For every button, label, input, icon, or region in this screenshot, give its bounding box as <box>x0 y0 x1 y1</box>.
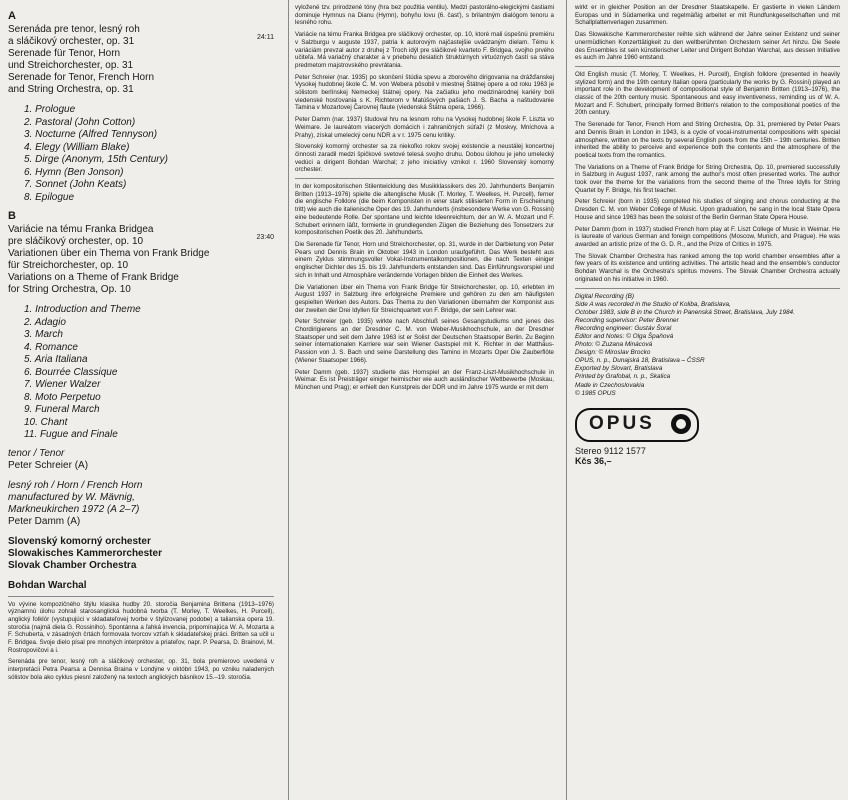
note-paragraph: In der kompositorischen Stilentwicklung des Musikklassikers des 20. Jahrhunderts Benjamin Britten (1913–1976) spielte die altenglische Musik (T. Morley, T. Weelkes, H. Purcell), ferner die englische Folklore (die beim Komponisten in einer stark stilisierten Form in Erscheinung tritt) wie auch die italienische Oper des 19. Jahrhunderts (insbesondere Werke von G. Rossini) eine bedeutende Rolle. Der spontane und leichte Ideenreichtum, der an W. A. Mozart und F. Schubert erinnern läßt, formierte in grundlegenden Zügen die Beziehung des Tonsetzers zur kompositorischen Poetik des 20. Jahrhunderts. <box>295 183 554 237</box>
catalog-number: Stereo 9112 1577 <box>575 445 646 456</box>
tracklist-column <box>0 0 282 800</box>
opus-logo-text: OPUS <box>589 412 655 434</box>
movement-item: 2. Adagio <box>24 316 66 328</box>
note-paragraph: Peter Schreier (nar. 1935) po skončení štúdia spevu a zborového dirigovania na drážďanskej Vysokej hudobnej škole C. M. von Webera pôsobil v miestnej Štátnej opere a od roku 1963 je sólistom berlínskej Nemeckej štátnej opery. Na začiatku jeho medzinárodnej kariéry boli viedenské hosťovania s K. Richterom v Matúšových pašiách J. S. Bacha a naštudovanie Tamina v Mozartovej Čarovnej flaute (viedenská Štátna opera, 1966). <box>295 73 554 112</box>
side-b-title-1: Variácie na tému Franka Bridgea <box>8 224 154 235</box>
side-a-label: A <box>8 10 16 22</box>
side-a-movements <box>8 104 274 204</box>
side-a-title-2: a sláčikový orchester, op. 31 <box>8 36 135 47</box>
orchestra-en: Slovak Chamber Orchestra <box>8 559 137 571</box>
orchestra-de: Slowakisches Kammerorchester <box>8 547 162 559</box>
orchestra-sk: Slovenský komorný orchester <box>8 535 151 547</box>
notes-german <box>295 183 554 392</box>
side-a-heading <box>8 10 274 22</box>
side-a-title-1: Serenáda pre tenor, lesný roh <box>8 24 140 35</box>
movement-item: 7. Wiener Walzer <box>24 379 101 390</box>
recording-credits <box>575 293 840 398</box>
notes-slovak <box>295 4 554 174</box>
price: Kčs 36,– <box>575 455 612 466</box>
credit-line: © 1985 OPUS <box>575 389 616 397</box>
credit-line: Recording supervisor: Peter Brenner <box>575 316 679 324</box>
movement-item: 3. Nocturne (Alfred Tennyson) <box>24 129 158 140</box>
movement-item: 1. Introduction and Theme <box>24 304 141 315</box>
credit-line: Editor and Notes: © Olga Špaňová <box>575 332 674 340</box>
note-paragraph: Die Variationen über ein Thema von Frank Bridge für Streichorchester, op. 10, erlebten im August 1937 in Salzburg ihre erfolgreiche Premiere und gehören zu den am häufigsten gespielten Werken des Autors. Das Thema zu den Variationen übernahm der Komponist aus der zweiten der Drei Idyllen für Streichquartett von F. Bridge, der sein Lehrer war. <box>295 283 554 314</box>
movement-item: 5. Aria Italiana <box>24 354 88 365</box>
notes-german-cont <box>575 4 840 62</box>
note-paragraph: Peter Schreier (geb. 1935) wirkte nach Abschluß seines Gesangstudiums und jenes des Chordirigierens an der Dresdner C. M. von Weber-Musikhochschule, an der Dresdner Staatsoper und seit dem Jahre 1963 ist er Solist der Deutschen Staatsoper Berlin. Zu Beginn seiner internationalen Karriere war sein Wiener Gastspiel mit K. Richter in der Matthäus-Passion von J. S. Bach und seine Darstellung des Tamino in Mozarts Oper Die Zauberflöte (Wiener Staatsoper 1966). <box>295 318 554 364</box>
note-paragraph: The Variations on a Theme of Frank Bridge for String Orchestra, Op. 10, premiered successfully in Salzburg in August 1937, rank among the author's most often presented works. The author took over the theme for the variations from the second theme of the Three Idylls for String Quartet by F. Bridge, his first teacher. <box>575 163 840 194</box>
note-paragraph: The Serenade for Tenor, French Horn and String Orchestra, Op. 31, premiered by Peter Pears and Dennis Brain in London in 1943, is a cycle of vocal-instrumental compositions with special atmosphere, written on the texts by several English poets from the 15th – 19th centuries. Britten inherited the ability to perceive and experience both the contents and the atmosphere of the poetical texts from the romantics. <box>575 121 840 159</box>
movement-item: 9. Funeral March <box>24 404 100 415</box>
movement-item: 4. Romance <box>24 341 78 353</box>
opus-logo <box>575 408 699 442</box>
credit-line: Design: © Miroslav Brocko <box>575 349 651 357</box>
credit-line: OPUS, n. p., Dunajská 18, Bratislava – ČSSR <box>575 357 705 365</box>
credit-line: Exported by Slovart, Bratislava <box>575 365 663 373</box>
note-paragraph: Peter Damm (geb. 1937) studierte das Hornspiel an der Franz-Liszt-Musikhochschule in Weimar. Es ist Preisträger einiger heimischer wie auch ausländischer Wettbewerbe (Moskau, München und Prag); er erhielt den Kunstpreis der DDR und im Jahre 1975 wurde er mit dem <box>295 368 554 391</box>
side-b-duration: 23:40 <box>256 234 274 241</box>
side-a-title-3: Serenade für Tenor, Horn <box>8 48 121 59</box>
horn-maker-2: Markneukirchen 1972 (A 2–7) <box>8 503 140 515</box>
side-a-duration: 24:11 <box>257 34 274 41</box>
tenor-name: Peter Schreier (A) <box>8 459 89 471</box>
movement-item: 7. Sonnet (John Keats) <box>24 179 127 190</box>
note-paragraph: Old English music (T. Morley, T. Weelkes, H. Purcell), English folklore (presented in heavily stylized form) and the 19th century Italian opera (particularly the works by G. Rossini) played an important role in the development of compositional style of Benjamin Britten (1913–1976), the classic of the 20th century music. Spontaneous and easy inventiveness, reminding us of W. A. Mozart and F. Schubert, principally formed Britten's relation to the compositional poetics of the 20th century. <box>575 70 840 117</box>
horn-maker-1: manufactured by W. Mävnig, <box>8 491 135 503</box>
credit-line: Recording engineer: Gustáv Šoral <box>575 324 672 332</box>
notes-english <box>575 71 840 284</box>
note-paragraph: Peter Damm (nar. 1937) študoval hru na lesnom rohu na Vysokej hudobnej škole F. Liszta vo Weimare. Je laureátom viacerých domácich i zahraničných súťaží (z Moskvy, Mníchova a Prahy), získal umelecký cenu NDR a v r. 1975 cenu kritiky. <box>295 116 554 139</box>
label-block <box>575 408 840 466</box>
credit-line: Digital Recording (B) <box>575 292 634 300</box>
note-paragraph: The Slovak Chamber Orchestra has ranked among the top world chamber ensembles after a few years of its existence and untiring activities. The artistic head and the ensemble's conductor Bohdan Warchal is the Orchestra's spiritus movens. The Slovak Chamber Orchestra actually originated on his initiative in 1960. <box>575 252 840 283</box>
performers <box>8 448 274 592</box>
movement-item: 2. Pastoral (John Cotton) <box>24 116 136 128</box>
horn-label: lesný roh / Horn / French Horn <box>8 479 143 491</box>
side-b-title-5: Variations on a Theme of Frank Bridge <box>8 272 179 283</box>
movement-item: 6. Bourrée Classique <box>24 366 118 378</box>
side-b-title-4: für Streichorchester, op. 10 <box>8 260 129 271</box>
note-paragraph: vyložené tzv. prirodzené tóny (hra bez použitia ventilu). Medzi pastorálno-elegickými častiami dominuje Hymnus na Dianu (Hymn), bohyňu lovu (6. časť), s brilantným dialógom tenoru a lesného rohu. <box>295 4 554 27</box>
note-paragraph: Vo vývine kompozičného štýlu klasika hudby 20. storočia Benjamina Brittena (1913–1976) významnú úlohu zohrali starosanglická hudobná tvorba (T. Morley, T. Weelkes, H. Purcell), anglický folklór (vystupujúci v skladateľovej tvorbe v štylizovanej podobe) a talianska opera 19. storočia (najmä diela G. Rossiniho). Spontánna a ľahká invencia, pripomínajúca W. A. Mozarta a F. Schuberta, v zásadných črtách formovala tvorcov vzťah k skladateľskej práci. Britten sa učil u F. Bridgea. Svoje dielo písal pre mnohých interprétov a priateľov, napr. P. Pearsa, D. Brainovi, M. Rostropovičovi a i. <box>8 600 274 654</box>
credit-line: Side A was recorded in the Studio of Koliba, Bratislava, <box>575 300 731 308</box>
movement-item: 8. Moto Perpetuo <box>24 391 101 403</box>
movement-item: 6. Hymn (Ben Jonson) <box>24 166 124 178</box>
note-paragraph: Peter Schreier (born in 1935) completed his studies of singing and chorus conducting at the Dresden C. M. von Weber College of Music. Upon graduation, he sang in the local State Opera House and since 1963 has been the soloist of the Berlin German State Opera House. <box>575 198 840 221</box>
side-b-movements <box>8 304 274 442</box>
side-b-title-6: for String Orchestra, Op. 10 <box>8 284 131 295</box>
credit-line: Printed by Grafobal, n. p., Skalica <box>575 373 671 381</box>
side-b-label: B <box>8 210 16 222</box>
side-b-titles <box>8 224 274 296</box>
movement-item: 1. Prologue <box>24 104 76 115</box>
note-paragraph: Slovenský komorný orchester sa za niekoľko rokov svojej existencie a neustálej koncertnej činnosti zaradil medzi špičkové svetové telesá svojho druhu. Dobou úlohou je jeho umelecký vedúci a dirigent Bohdan Warchal; z jeho iniciatívy vznikol r. 1960 Slovenský komorný orchester. <box>295 143 554 174</box>
note-paragraph: Die Serenade für Tenor, Horn und Streichorchester, op. 31, wurde in der Darbietung von Peter Pears und Dennis Brain im Oktober 1943 in London uraufgeführt. Das Werk besteht aus einem Zyklus stimmungsvoller Vokal-Instrumentalkompositionen, die nach Texten einiger englischer Dichter des 15. bis 19. Jahrhunderts entstanden sind. Das Einführungsvorspiel und sich in Inhalt und Atmosphäre verändernde Vorlagen bilden die Einheit des Werkes. <box>295 240 554 279</box>
note-paragraph: Das Slowakische Kammerorchester reihte sich während der Jahre seiner Existenz und seiner unermüdlichen Konzerttätigkeit zu den weltberühmten Orchestern seiner Art hinzu. Die Seele des Ensembles ist sein künstlerischer Leiter und Dirigent Bohdan Warchal, aus dessen Initiative es auch im Jahre 1960 entstand. <box>575 31 840 62</box>
credit-line: Made in Czechoslovakia <box>575 381 645 389</box>
movement-item: 5. Dirge (Anonym, 15th Century) <box>24 154 168 165</box>
note-paragraph: Variácie na tému Franka Bridgea pre sláčikový orchester, op. 10, ktoré mali úspešnú premiéru v Salzburgu v auguste 1937, patria k autorovým najčastejšie uvádzaným dielam. Tému k variáciám prevzal autor z druhej z Troch idýl pre sláčikové kvarteto F. Bridgea, svojho prvého učiteľa. Má variačný charakter a v priebehu desiatich štruktúrnych virtuóznych častí sa stáva predmetom majstrovského prevrátania. <box>295 31 554 69</box>
notes-slovak-intro <box>8 601 274 682</box>
note-paragraph: Peter Damm (born in 1937) studied French horn play at F. Liszt College of Music in Weimar. He is laureate of various German and foreign competitions (Moscow, Munich, and Prague). He was awarded an artistic prize of the G. D. R., and the Prize of Critics in 1975. <box>575 225 840 248</box>
credit-line: Photo: © Zuzana Minácová <box>575 341 653 349</box>
side-b-title-3: Variationen über ein Thema von Frank Bridge <box>8 248 210 259</box>
conductor-name: Bohdan Warchal <box>8 579 87 591</box>
notes-right-column <box>566 0 848 800</box>
note-paragraph: Serenáda pre tenor, lesný roh a sláčikový orchester, op. 31, bola premierovo uvedená v interpretácii Petra Pearsa a Dennisa Braina v Londýne v októbri 1943, po vzniku naladených sólistov bola ako cyklus piesní založený na textoch anglických básnikov 15.–19. storočia. <box>8 658 274 681</box>
movement-item: 4. Elegy (William Blake) <box>24 141 130 153</box>
movement-item: 8. Epilogue <box>24 191 75 203</box>
credit-line: October 1983, side B in the Church in Panenská Street, Bratislava, July 1984. <box>575 308 795 316</box>
side-a-title-4: und Streichorchester, op. 31 <box>8 60 134 71</box>
tenor-label: tenor / Tenor <box>8 447 65 459</box>
movement-item: 3. March <box>24 329 63 340</box>
movement-item: 10. Chant <box>24 416 68 428</box>
movement-item: 11. Fugue and Finale <box>24 429 118 440</box>
side-a-titles <box>8 24 274 96</box>
orchestra <box>8 536 274 572</box>
notes-middle-column <box>288 0 560 800</box>
note-paragraph: wirkt er in gleicher Position an der Dresdner Staatskapelle. Er gastierte in vielen Ländern Europas und in Südamerika und regelmäßig arbeitet er mit Rundfunkgesellschaften und mit Schallplattenverlagen zusammen. <box>575 4 840 27</box>
side-a-title-6: and String Orchestra, op. 31 <box>8 84 134 95</box>
side-b-title-2: pre sláčikový orchester, op. 10 <box>8 236 144 247</box>
opus-logo-icon <box>671 414 691 434</box>
horn-name: Peter Damm (A) <box>8 515 81 527</box>
side-b-heading <box>8 210 274 222</box>
side-a-title-5: Serenade for Tenor, French Horn <box>8 72 155 83</box>
